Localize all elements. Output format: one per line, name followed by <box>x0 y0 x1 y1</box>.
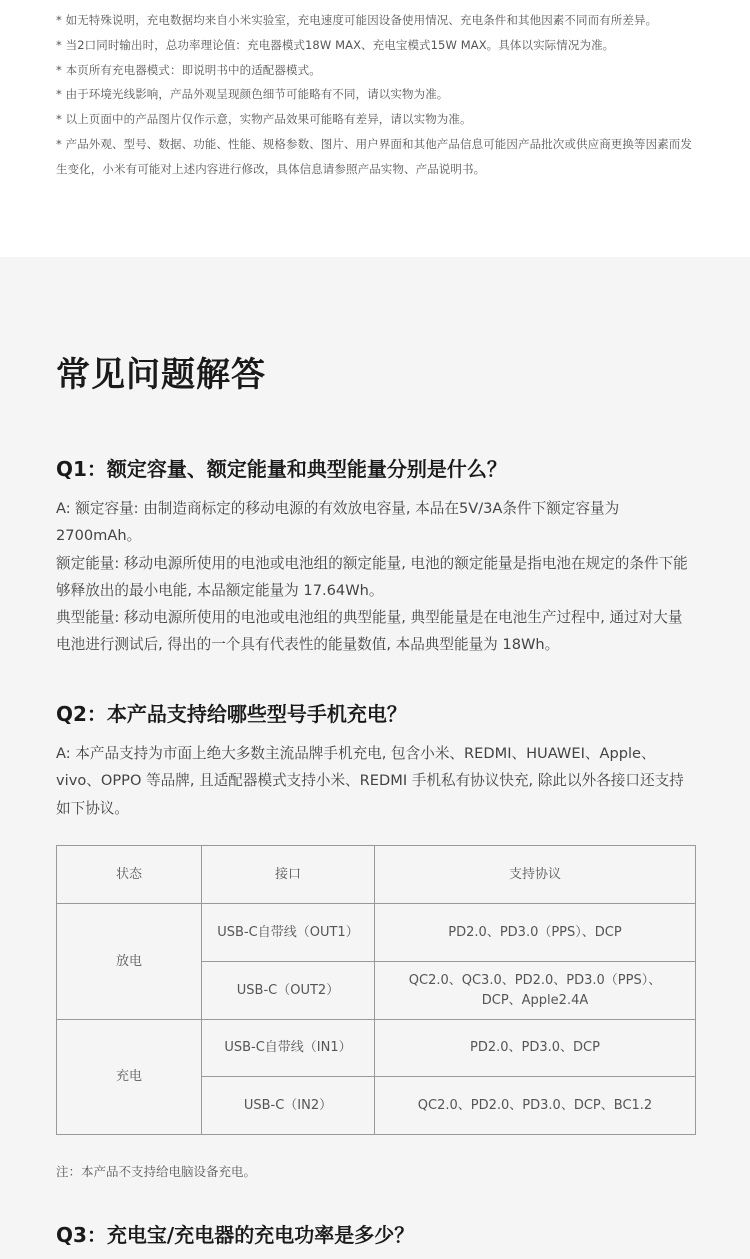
protocol-cell <box>375 962 696 1020</box>
answer-paragraph: 典型能量: 移动电源所使用的电池或电池组的典型能量, 典型能量是在电池生产过程中, 通过对大量电池进行测试后, 得出的一个具有代表性的能量数值, 本品典型能量为 18Wh。 <box>56 609 683 654</box>
question-q2: Q2：本产品支持给哪些型号手机充电？ <box>56 702 407 726</box>
protocol-cell: PD2.0、PD3.0（PPS）、DCP <box>375 904 696 962</box>
table-header-row <box>57 846 696 904</box>
header-status: 状态 <box>57 846 202 904</box>
note-item: * 以上页面中的产品图片仅作示意，实物产品效果可能略有差异，请以实物为准。 <box>56 112 472 127</box>
protocol-line: QC2.0、QC3.0、PD2.0、PD3.0（PPS）、 <box>408 972 662 988</box>
answer-q2 <box>56 740 696 822</box>
disclaimer-notes <box>0 0 750 257</box>
status-discharge: 放电 <box>57 904 202 1020</box>
status-charge: 充电 <box>57 1020 202 1135</box>
note-item: * 如无特殊说明，充电数据均来自小米实验室，充电速度可能因设备使用情况、充电条件和其他因素不同而有所差异。 <box>56 13 658 27</box>
note-item: * 产品外观、型号、数据、功能、性能、规格参数、图片、用户界面和其他产品信息可能因产品批次或供应商更换等因素而发生变化，小米有可能对上述内容进行修改，具体信息请参照产品实物、产品说明书。 <box>56 136 692 176</box>
answer-paragraph: 额定能量: 移动电源所使用的电池或电池组的额定能量, 电池的额定能量是指电池在规定的条件下能够释放出的最小电能, 本品额定能量为 17.64Wh。 <box>56 554 688 599</box>
answer-q1 <box>56 495 696 659</box>
port-cell: USB-C自带线（IN1） <box>202 1020 375 1077</box>
note-item: * 本页所有充电器模式：即说明书中的适配器模式。 <box>56 62 321 77</box>
port-cell: USB-C（IN2） <box>202 1077 375 1135</box>
header-protocols: 支持协议 <box>375 846 696 904</box>
port-cell: USB-C（OUT2） <box>202 962 375 1020</box>
question-q3: Q3：充电宝/充电器的充电功率是多少？ <box>56 1223 415 1247</box>
answer-paragraph: A: 额定容量: 由制造商标定的移动电源的有效放电容量, 本品在5V/3A条件下额定容量为 2700mAh。 <box>56 500 620 545</box>
footnote: 注：本产品不支持给电脑设备充电。 <box>56 1164 257 1179</box>
protocol-cell: PD2.0、PD3.0、DCP <box>375 1020 696 1077</box>
port-cell: USB-C自带线（OUT1） <box>202 904 375 962</box>
protocol-cell: QC2.0、PD2.0、PD3.0、DCP、BC1.2 <box>375 1077 696 1135</box>
protocol-table <box>56 845 696 1135</box>
note-item: * 由于环境光线影响，产品外观呈现颜色细节可能略有不同，请以实物为准。 <box>56 87 449 102</box>
table-row <box>57 904 696 962</box>
note-item: * 当2口同时输出时，总功率理论值：充电器模式18W MAX、充电宝模式15W MAX。具体以实际情况为准。 <box>56 37 615 52</box>
faq-section <box>0 257 750 1259</box>
header-port: 接口 <box>202 846 375 904</box>
faq-title: 常见问题解答 <box>56 355 266 395</box>
protocol-line: DCP、Apple2.4A <box>481 992 589 1008</box>
answer-paragraph: A: 本产品支持为市面上绝大多数主流品牌手机充电, 包含小米、REDMI、HUAWEI、Apple、vivo、OPPO 等品牌, 且适配器模式支持小米、REDMI 手机私有协议快充, 除此以外各接口还支持如下协议。 <box>56 745 684 817</box>
table-row <box>57 1020 696 1077</box>
question-q1: Q1：额定容量、额定能量和典型能量分别是什么？ <box>56 457 507 481</box>
